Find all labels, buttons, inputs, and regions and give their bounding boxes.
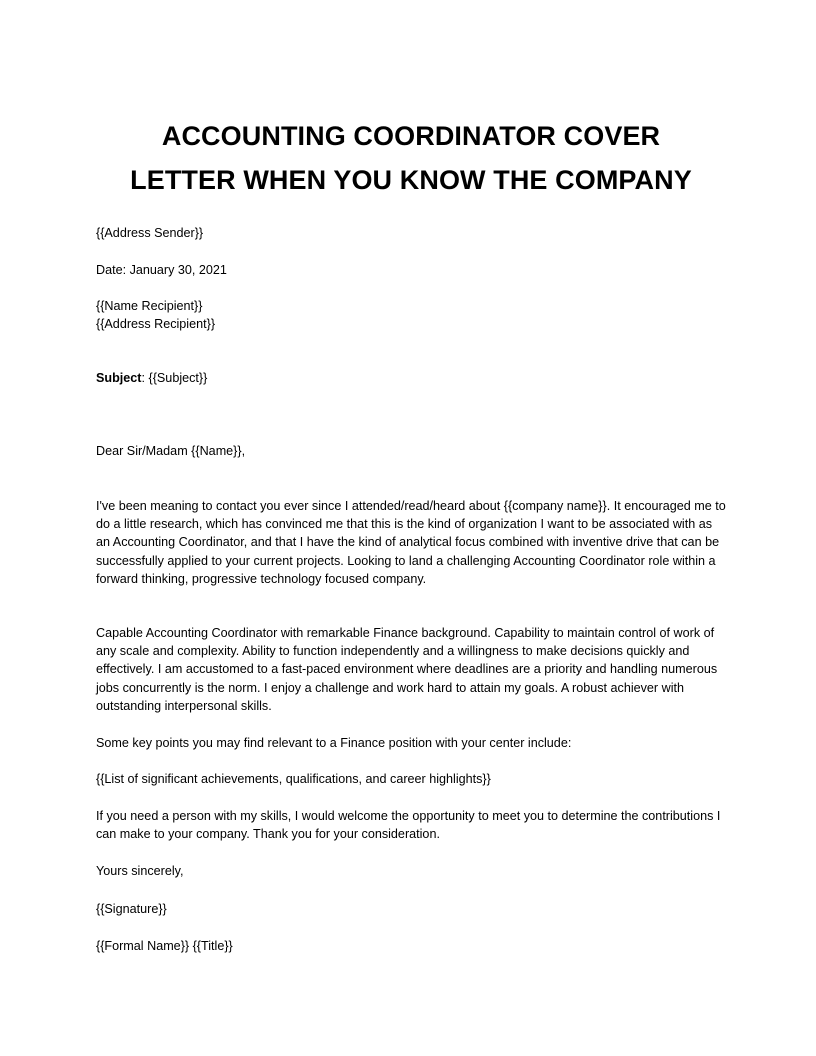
subject-value: : {{Subject}} <box>141 371 208 385</box>
body-paragraph-3: Some key points you may find relevant to a Finance position with your center include: <box>96 736 572 750</box>
name-recipient: {{Name Recipient}} <box>96 299 203 313</box>
title-line-2: LETTER WHEN YOU KNOW THE COMPANY <box>130 165 692 195</box>
achievements-placeholder: {{List of significant achievements, qualifications, and career highlights}} <box>96 772 491 786</box>
signature-placeholder: {{Signature}} <box>96 902 167 916</box>
body-paragraph-4: If you need a person with my skills, I would welcome the opportunity to meet you to determine the contributions I can make to your company. Thank you for your consideration. <box>96 809 721 842</box>
body-paragraph-1: I've been meaning to contact you ever since I attended/read/heard about {{company name}}. It encouraged me to do a little research, which has convinced me that this is the kind of organization I want to be associated with as an Accounting Coordinator, and that I have the kind of analytical focus combined with inventive drive that can be successfully applied to your current projects. Looking to land a challenging Accounting Coordinator role within a forward thinking, progressive technology focused company. <box>96 499 726 586</box>
letter-date: Date: January 30, 2021 <box>96 263 227 277</box>
title-line-1: ACCOUNTING COORDINATOR COVER <box>161 121 661 151</box>
address-recipient: {{Address Recipient}} <box>96 317 216 331</box>
document-title <box>96 114 726 202</box>
salutation: Dear Sir/Madam {{Name}}, <box>96 444 246 458</box>
subject-label: Subject <box>96 371 142 385</box>
formal-name-title: {{Formal Name}} {{Title}} <box>96 939 233 953</box>
body-paragraph-2: Capable Accounting Coordinator with remarkable Finance background. Capability to maintain control of work of any scale and complexity. Ability to function independently and a willingness to make decisions quickly and effectively. I am accustomed to a fast-paced environment where deadlines are a priority and handling numerous jobs concurrently is the norm. I enjoy a challenge and work hard to attain my goals. A robust achiever with outstanding interpersonal skills. <box>96 626 718 713</box>
closing: Yours sincerely, <box>96 864 184 878</box>
subject-line <box>96 369 207 387</box>
address-sender: {{Address Sender}} <box>96 226 204 240</box>
